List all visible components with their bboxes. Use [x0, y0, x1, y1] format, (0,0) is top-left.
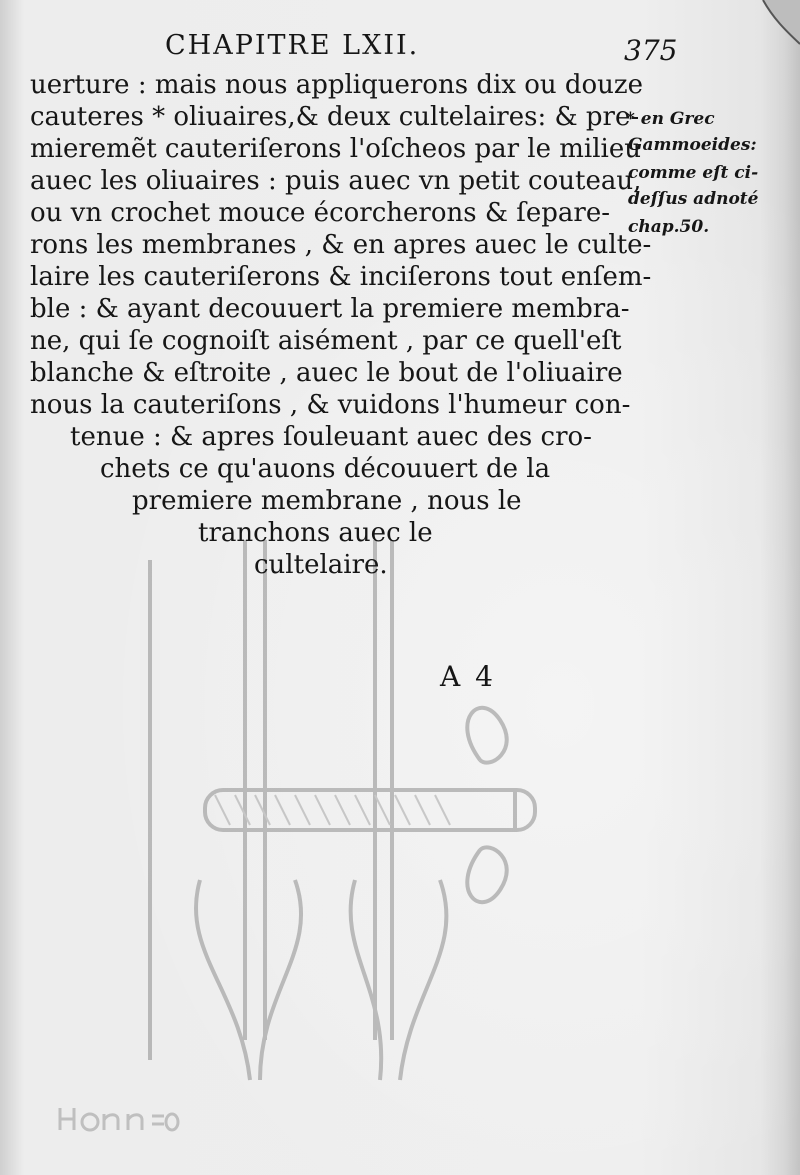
marginal-note-line: deſſus adnoté — [628, 189, 759, 209]
text-line: mieremẽt cauteriſerons l'oſcheos par le milieu — [30, 134, 641, 164]
chapter-title: CHAPITRE LXII. — [165, 30, 420, 61]
page-number: 375 — [624, 34, 678, 67]
text-line: cultelaire. — [254, 550, 388, 580]
text-line: laire les cauteriſerons & inciſerons tout enſem- — [30, 262, 652, 292]
text-line: tranchons auec le — [198, 518, 433, 548]
text-line: cauteres * oliuaires,& deux cultelaires: & pre- — [30, 102, 640, 132]
signature-mark: A 4 — [440, 660, 496, 693]
text-line: ble : & ayant decouuert la premiere membra- — [30, 294, 630, 324]
marginal-note-line: Gammoeides: — [628, 135, 757, 155]
text-line: ou vn crochet mouce écorcherons & ſepare- — [30, 198, 610, 228]
text-line: nous la cauteriſons , & vuidons l'humeur con- — [30, 390, 631, 420]
marginal-note-line: comme eſt ci- — [628, 163, 759, 183]
marginal-note-line: chap.50. — [628, 217, 710, 237]
text-line: tenue : & apres ſouleuant auec des cro- — [70, 422, 592, 452]
text-line: uerture : mais nous appliquerons dix ou douze — [30, 70, 643, 100]
text-line: ne, qui ſe cognoiſt aisément , par ce quell'eſt — [30, 326, 622, 356]
text-line: rons les membranes , & en apres auec le culte- — [30, 230, 652, 260]
bleed-through-mirrored-text — [52, 1098, 182, 1138]
text-line: auec les oliuaires : puis auec vn petit couteau, — [30, 166, 642, 196]
running-head — [0, 28, 800, 68]
marginal-note-line: * en Grec — [626, 109, 715, 129]
text-line: chets ce qu'auons découuert de la — [100, 454, 551, 484]
text-line: premiere membrane , nous le — [132, 486, 522, 516]
bleed-through-instrument-illustration — [120, 520, 590, 1100]
page-edge-shadow — [760, 0, 800, 1175]
text-line: blanche & eſtroite , auec le bout de l'oliuaire — [30, 358, 623, 388]
